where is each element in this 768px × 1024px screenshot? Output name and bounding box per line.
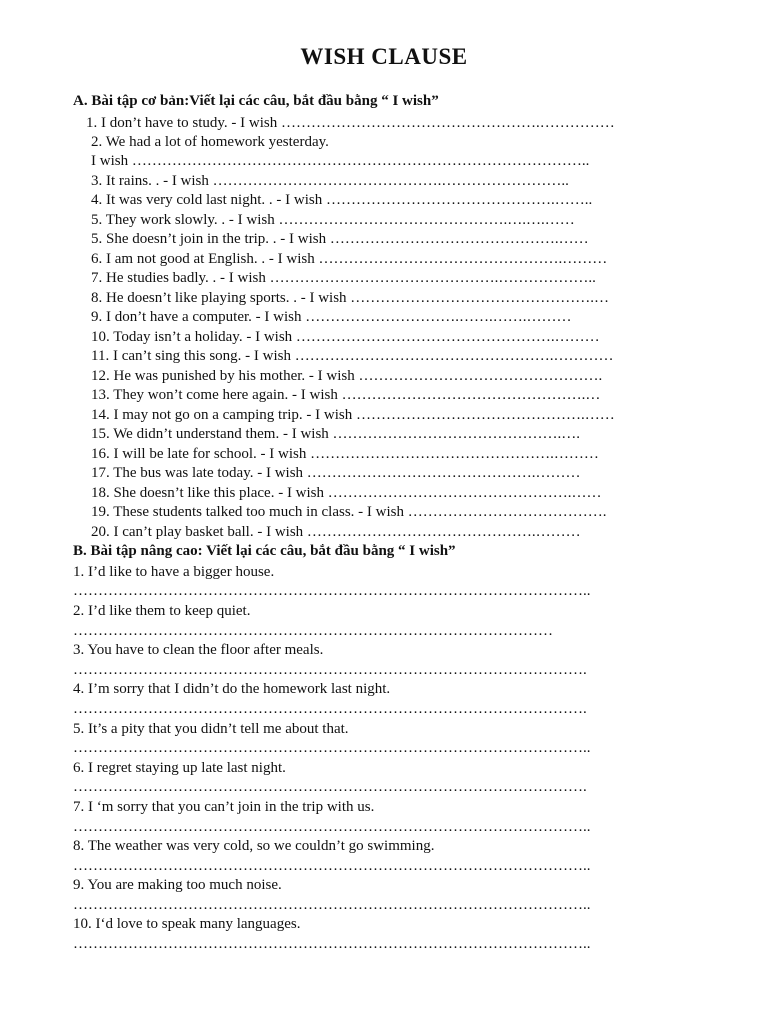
section-a-item: 19. These students talked too much in class. - I wish …………………………………. bbox=[91, 504, 607, 520]
section-a-item: 12. He was punished by his mother. - I wish …………………………………………. bbox=[91, 368, 603, 384]
answer-line[interactable]: ………………………………………………………………………………………….. bbox=[73, 858, 591, 874]
answer-line[interactable]: ………………………………………………………………………………………….. bbox=[73, 936, 591, 952]
section-b-question: 9. You are making too much noise. bbox=[73, 877, 282, 893]
section-b-question: 6. I regret staying up late last night. bbox=[73, 760, 286, 776]
answer-line[interactable]: ………………………………………………………………………………………….. bbox=[73, 583, 591, 599]
answer-line[interactable]: …………………………………………………………………………………………. bbox=[73, 779, 587, 795]
section-a-item: 6. I am not good at English. . - I wish ………………………………………….……… bbox=[91, 251, 608, 267]
answer-line[interactable]: ………………………………………………………………………………………….. bbox=[73, 740, 591, 756]
answer-line[interactable]: …………………………………………………………………………………… bbox=[73, 623, 553, 639]
answer-line[interactable]: …………………………………………………………………………………………. bbox=[73, 701, 587, 717]
section-b-question: 5. It’s a pity that you didn’t tell me about that. bbox=[73, 721, 349, 737]
section-a-item: 2. We had a lot of homework yesterday. bbox=[91, 134, 329, 150]
section-a-item: 3. It rains. . - I wish ……………………………………….…………………….. bbox=[91, 173, 569, 189]
section-a-item: 18. She doesn’t like this place. - I wish ………………………………………….…… bbox=[91, 485, 602, 501]
section-b-question: 2. I’d like them to keep quiet. bbox=[73, 603, 251, 619]
section-a-heading: A. Bài tập cơ bản:Viết lại các câu, bắt đầu bằng “ I wish” bbox=[73, 93, 439, 109]
section-a-item: I wish ……………………………………………………………………………….. bbox=[91, 153, 590, 169]
section-b-question: 8. The weather was very cold, so we couldn’t go swimming. bbox=[73, 838, 435, 854]
answer-line[interactable]: ………………………………………………………………………………………….. bbox=[73, 819, 591, 835]
section-a-item: 15. We didn’t understand them. - I wish ……………………………………….…. bbox=[91, 426, 581, 442]
section-a-item: 17. The bus was late today. - I wish ……………………………………….……… bbox=[91, 465, 581, 481]
section-b-heading: B. Bài tập nâng cao: Viết lại các câu, bắt đầu bằng “ I wish” bbox=[73, 543, 456, 559]
section-a-item: 13. They won’t come here again. - I wish ………………………………………….… bbox=[91, 387, 601, 403]
section-a-item: 7. He studies badly. . - I wish ……………………………………….……………….. bbox=[91, 270, 596, 286]
section-a-item: 5. They work slowly. . - I wish ……………………………………….….….…… bbox=[91, 212, 575, 228]
page-title: WISH CLAUSE bbox=[300, 44, 468, 69]
section-b-question: 1. I’d like to have a bigger house. bbox=[73, 564, 275, 580]
section-b-question: 7. I ‘m sorry that you can’t join in the trip with us. bbox=[73, 799, 375, 815]
answer-line[interactable]: ………………………………………………………………………………………….. bbox=[73, 897, 591, 913]
answer-line[interactable]: …………………………………………………………………………………………. bbox=[73, 662, 587, 678]
section-a-item: 1. I don’t have to study. - I wish …………………………………………….…………… bbox=[86, 115, 615, 131]
section-a-item: 4. It was very cold last night. . - I wish ……………………………………….…….. bbox=[91, 192, 593, 208]
section-b-question: 3. You have to clean the floor after meals. bbox=[73, 642, 324, 658]
section-b-question: 10. I‘d love to speak many languages. bbox=[73, 916, 301, 932]
section-a-item: 8. He doesn’t like playing sports. . - I wish ………………………………………….… bbox=[91, 290, 610, 306]
section-b-question: 4. I’m sorry that I didn’t do the homework last night. bbox=[73, 681, 391, 697]
section-a-item: 11. I can’t sing this song. - I wish …………………………………………….………… bbox=[91, 348, 614, 364]
section-a-item: 9. I don’t have a computer. - I wish ………………………….…….…….……… bbox=[91, 309, 572, 325]
section-a-item: 14. I may not go on a camping trip. - I wish ……………………………………….…… bbox=[91, 407, 615, 423]
section-a-item: 5. She doesn’t join in the trip. . - I wish ……………………………………….…… bbox=[91, 231, 589, 247]
section-a-item: 16. I will be late for school. - I wish ………………………………………….……… bbox=[91, 446, 599, 462]
section-a-item: 10. Today isn’t a holiday. - I wish …………………………………………….……… bbox=[91, 329, 600, 345]
section-a-item: 20. I can’t play basket ball. - I wish ……………………………………….……… bbox=[91, 524, 581, 540]
